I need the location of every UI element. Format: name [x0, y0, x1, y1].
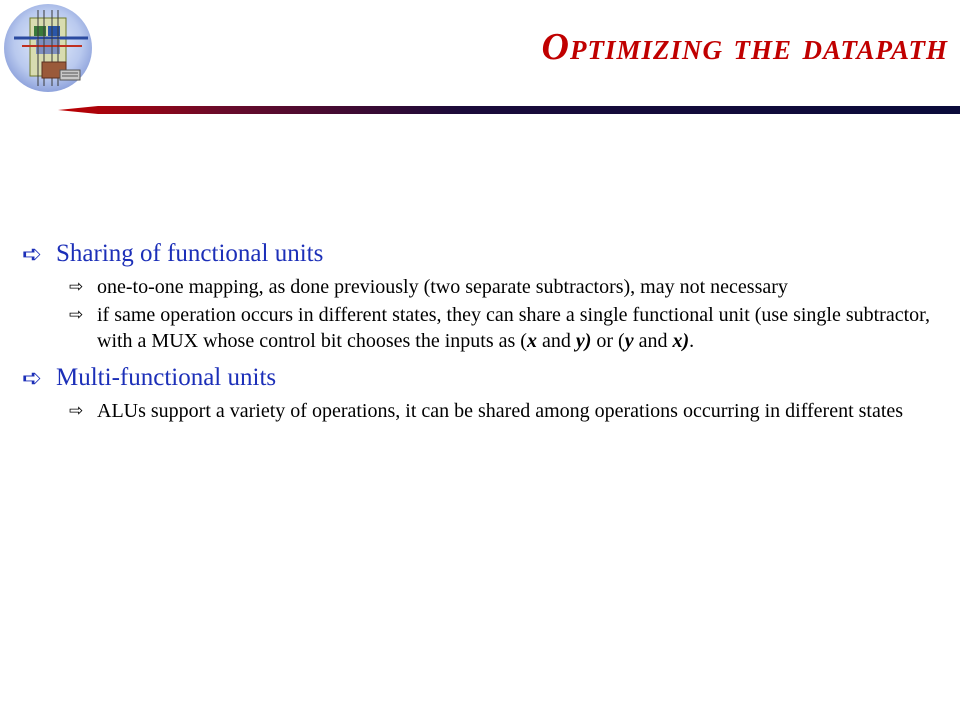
variable-x: x [526, 330, 537, 352]
text-segment: or ( [591, 330, 625, 352]
right-curved-arrow-icon: ➪ [22, 240, 43, 268]
sub-bullet-one-to-one-mapping [22, 274, 942, 300]
sub-bullet-same-operation-sharing [22, 302, 942, 354]
bullet-sharing-functional-units [22, 236, 942, 272]
variable-y: y) [575, 330, 592, 352]
slide-body [22, 236, 942, 424]
text-segment: if same operation occurs in different states, they can share a single functional unit (use single subtractor, with a MUX whose control bit chooses the inputs as ( [97, 304, 931, 352]
hollow-right-arrow-icon: ⇨ [69, 277, 84, 297]
sub-bullet-text [97, 302, 942, 354]
hollow-right-arrow-icon: ⇨ [69, 305, 84, 325]
sub-bullet-text: ALUs support a variety of operations, it can be shared among operations occurring in different states [97, 400, 904, 422]
title-underline-rule [58, 103, 960, 117]
chip-emblem-logo [2, 0, 102, 100]
right-curved-arrow-icon: ➪ [22, 364, 43, 392]
slide-title: Optimizing the datapath [541, 26, 948, 68]
sub-bullet-text: one-to-one mapping, as done previously (two separate subtractors), may not necessary [97, 276, 788, 298]
hollow-right-arrow-icon: ⇨ [69, 401, 84, 421]
text-segment: and [633, 330, 673, 352]
sub-bullet-alus-support [22, 398, 942, 424]
text-segment: . [689, 330, 695, 352]
bullet-text: Multi-functional units [56, 364, 277, 391]
variable-x: x) [672, 330, 690, 352]
bullet-multi-functional-units [22, 360, 942, 396]
variable-y: y [624, 330, 634, 352]
text-segment: and [536, 330, 576, 352]
bullet-text: Sharing of functional units [56, 240, 324, 267]
